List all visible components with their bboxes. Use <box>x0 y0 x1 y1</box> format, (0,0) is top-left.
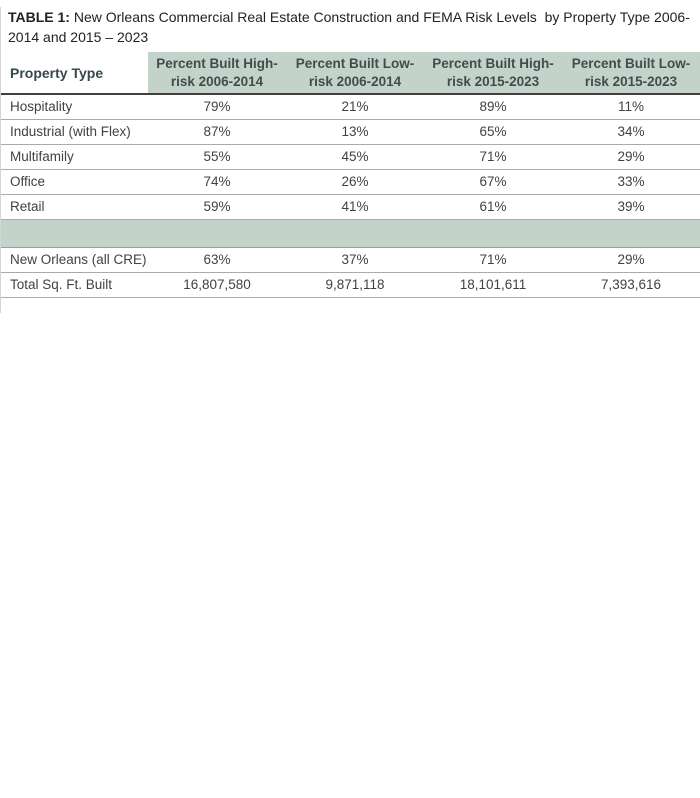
spacer-row <box>0 219 700 247</box>
row-label: Hospitality <box>10 99 73 115</box>
row-label: Office <box>10 174 46 189</box>
cell-value: 7,393,616 <box>600 277 662 292</box>
cell-value: 61% <box>479 199 507 214</box>
table-row-total-sq-ft <box>0 272 700 297</box>
cell-value: 26% <box>341 174 369 189</box>
cell-value: 34% <box>617 124 645 139</box>
cell-value: 41% <box>341 199 369 214</box>
row-label: Industrial (with Flex) <box>10 124 131 139</box>
spacer-cell <box>0 219 700 247</box>
table-row-hospitality <box>0 94 700 119</box>
cell-value: 45% <box>341 149 369 164</box>
cell-value: 39% <box>617 199 645 214</box>
table-caption-text: New Orleans Commercial Real Estate Construction and FEMA Risk Levels by Property Type 2006-2014 and 2015 – 2023 <box>8 9 690 45</box>
column-header-high-risk-2006-2014: Percent Built High- risk 2006-2014 <box>148 52 286 94</box>
column-header-high-risk-2015-2023: Percent Built High- risk 2015-2023 <box>424 52 562 94</box>
cell-value: 74% <box>203 174 231 189</box>
cell-value: 29% <box>617 149 645 164</box>
cell-value: 65% <box>479 124 507 139</box>
cell-value: 29% <box>617 252 645 267</box>
cell-value: 18,101,611 <box>459 277 527 292</box>
cell-value: 33% <box>617 174 645 189</box>
table-row-new-orleans-all-cre <box>0 247 700 272</box>
cell-value: 87% <box>203 124 231 139</box>
table-row-multifamily <box>0 144 700 169</box>
row-label: Total Sq. Ft. Built <box>10 277 113 292</box>
fema-risk-table <box>0 52 700 298</box>
cell-value: 59% <box>203 199 231 214</box>
cell-value: 67% <box>479 174 507 189</box>
table-row-office <box>0 169 700 194</box>
cell-value: 63% <box>203 252 231 267</box>
cell-value: 71% <box>479 149 507 164</box>
cell-value: 9,871,118 <box>325 277 385 292</box>
cell-value: 11% <box>617 99 645 115</box>
cell-value: 71% <box>479 252 507 267</box>
property-type-header: Property Type <box>0 52 148 94</box>
header-row <box>0 52 700 94</box>
column-header-low-risk-2015-2023: Percent Built Low- risk 2015-2023 <box>562 52 700 94</box>
cell-value: 13% <box>341 124 369 139</box>
table-row-retail <box>0 194 700 219</box>
cell-value: 21% <box>341 99 369 115</box>
row-label: Retail <box>10 199 45 214</box>
table-row-industrial <box>0 119 700 144</box>
cell-value: 55% <box>203 149 231 164</box>
cell-value: 79% <box>203 99 231 115</box>
row-label: Multifamily <box>10 149 74 164</box>
table-caption <box>8 7 692 47</box>
page-left-edge-line <box>0 7 1 313</box>
row-label: New Orleans (all CRE) <box>10 252 147 267</box>
table-caption-label: TABLE 1: <box>8 9 70 25</box>
cell-value: 16,807,580 <box>183 277 251 292</box>
column-header-low-risk-2006-2014: Percent Built Low- risk 2006-2014 <box>286 52 424 94</box>
cell-value: 89% <box>479 99 507 115</box>
cell-value: 37% <box>341 252 369 267</box>
